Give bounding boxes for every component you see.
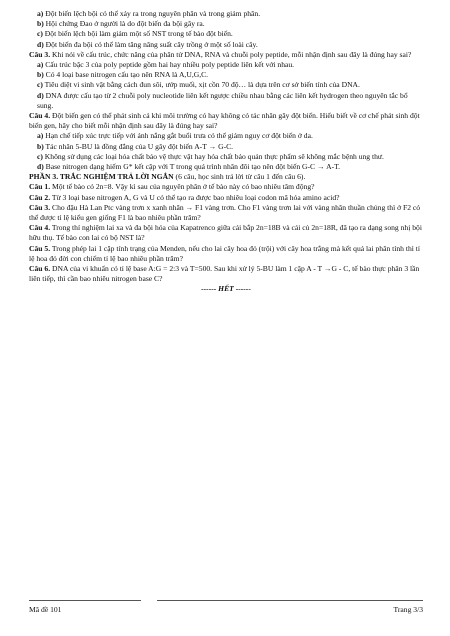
option-label: a) <box>37 131 44 141</box>
answer-option <box>29 70 423 80</box>
exam-page-content <box>29 9 423 295</box>
answer-option <box>29 19 423 29</box>
answer-option <box>29 162 423 172</box>
short-question <box>29 244 423 264</box>
question-text: Trong thí nghiệm lai xa và đa bội hóa của Kapatrenco giữa cải bắp 2n=18B và cải củ 2n=18R, đã tạo ra dạng song nhị bội hữu thụ. Tế bào con lai có bộ NST là? <box>29 223 422 243</box>
option-text: DNA được cấu tạo từ 2 chuỗi poly nucleotide liên kết ngược chiều nhau bằng các liên kết hydrogen theo nguyên tắc bổ sung. <box>37 90 408 110</box>
option-text: Tiêu diệt vi sinh vật bằng cách đun sôi, ướp muối, xịt cồn 70 độ… là dựa trên cơ sở biến tính của DNA. <box>42 80 360 90</box>
page-number: Trang 3/3 <box>393 605 423 614</box>
answer-option <box>29 40 423 50</box>
question-label: Câu 1. <box>29 182 51 192</box>
option-label: c) <box>37 80 43 90</box>
option-label: a) <box>37 9 44 18</box>
exam-code: Mã đề 101 <box>29 605 62 614</box>
question-label: Câu 6. <box>29 264 51 274</box>
question-text: Đột biến gen có thể phát sinh cả khi môi trường có hay không có tác nhân gây đột biến. Hiểu biết về cơ chế phát sinh đột biến gen, hãy cho biết mỗi nhận định sau đây là đúng hay sai? <box>29 111 420 131</box>
question-text: Từ 3 loại base nitrogen A, G và U có thể tạo ra được bao nhiêu loại codon mã hóa amino acid? <box>50 192 340 202</box>
question-label: Câu 5. <box>29 243 51 253</box>
option-text: Đột biến lệch bội làm giảm một số NST trong tế bào đột biến. <box>42 29 233 39</box>
answer-option <box>29 9 423 19</box>
option-text: Hội chứng Đao ở người là do đột biến đa bội gây ra. <box>43 19 205 29</box>
short-question <box>29 182 423 192</box>
question-text: Cho đậu Hà Lan Ptc vàng trơn x xanh nhăn → F1 vàng trơn. Cho F1 vàng trơn lai với vàng nhăn thuần chủng thì ở F2 có thể được tỉ lệ kiểu gen giống F1 là bao nhiêu phần trăm? <box>29 202 421 223</box>
section-3-heading <box>29 172 423 182</box>
option-label: d) <box>37 90 44 100</box>
option-label: c) <box>37 29 43 39</box>
option-text: Base nitrogen dạng hiếm G* kết cặp với T trong quá trình nhân đôi tạo nên đột biến G-C → A-T. <box>43 162 341 172</box>
question <box>29 111 423 131</box>
section-3-note: (6 câu, học sinh trả lời từ câu 1 đến câu 6). <box>173 172 306 182</box>
answer-option <box>29 60 423 70</box>
option-label: d) <box>37 162 44 172</box>
option-label: a) <box>37 60 44 70</box>
end-mark: ------ HẾT ------ <box>201 284 251 294</box>
answer-option <box>29 152 423 162</box>
true-false-block <box>29 9 423 172</box>
question-text: DNA của vi khuẩn có tỉ lệ base A:G = 2:3 và T=500. Sau khi xử lý 5-BU làm 1 cặp A - T →G - C, tế bào thực phân 3 lần liên tiếp, thì cần bao nhiêu nitrogen base C? <box>29 264 420 284</box>
option-label: b) <box>37 70 44 80</box>
question <box>29 50 423 60</box>
short-question <box>29 264 423 284</box>
option-text: Có 4 loại base nitrogen cấu tạo nên RNA là A,U,G,C. <box>43 70 209 80</box>
option-text: Hạn chế tiếp xúc trực tiếp với ánh nắng gắt buổi trưa có thể giảm nguy cơ đột biến ở da. <box>43 131 313 141</box>
option-label: b) <box>37 141 44 151</box>
answer-option <box>29 80 423 90</box>
answer-option <box>29 91 423 111</box>
option-text: Đột biến đa bội có thể làm tăng năng suất cây trồng ở một số loài cây. <box>43 39 258 49</box>
page-footer <box>29 600 423 620</box>
answer-option <box>29 29 423 39</box>
question-text: Một tế bào có 2n=8. Vậy kì sau của nguyên phân ở tế bào này có bao nhiêu tâm động? <box>50 182 315 192</box>
option-text: Không sử dụng các loại hóa chất bảo vệ thực vật hay hóa chất bảo quản thực phẩm sẽ không mắc bệnh ung thư. <box>42 151 384 161</box>
short-question <box>29 203 423 223</box>
short-question <box>29 223 423 243</box>
option-text: Cấu trúc bậc 3 của poly peptide gồm hai hay nhiều poly peptide liên kết với nhau. <box>43 60 295 70</box>
question-text: Khi nói về cấu trúc, chức năng của phân tử DNA, RNA và chuỗi poly peptide, mỗi nhận định sau đây là đúng hay sai? <box>50 49 412 59</box>
short-question <box>29 193 423 203</box>
answer-option <box>29 142 423 152</box>
answer-option <box>29 131 423 141</box>
footer-rule-right <box>157 600 423 601</box>
question-text: Trong phép lai 1 cặp tính trạng của Menden, nếu cho lai cây hoa đỏ (trội) với cây hoa trắng mà kết quả lai phân tính thì tỉ lệ hoa đỏ đời con chiếm tỉ lệ bao nhiêu phần trăm? <box>29 243 421 263</box>
option-text: Đột biến lệch bội có thể xảy ra trong nguyên phân và trong giảm phân. <box>43 9 261 18</box>
section-3-title: PHẦN 3. TRẮC NGHIỆM TRẢ LỜI NGẮN <box>29 172 174 182</box>
option-label: d) <box>37 39 44 49</box>
question-label: Câu 3. <box>29 202 51 212</box>
footer-rule-left <box>29 600 141 601</box>
question-label: Câu 4. <box>29 111 51 121</box>
short-answer-block <box>29 182 423 284</box>
question-label: Câu 2. <box>29 192 51 202</box>
option-label: c) <box>37 151 43 161</box>
question-label: Câu 4. <box>29 223 51 233</box>
option-text: Tác nhân 5-BU là đồng đẳng của U gây đột biến A-T → G-C. <box>43 141 234 151</box>
option-label: b) <box>37 19 44 29</box>
question-label: Câu 3. <box>29 49 51 59</box>
